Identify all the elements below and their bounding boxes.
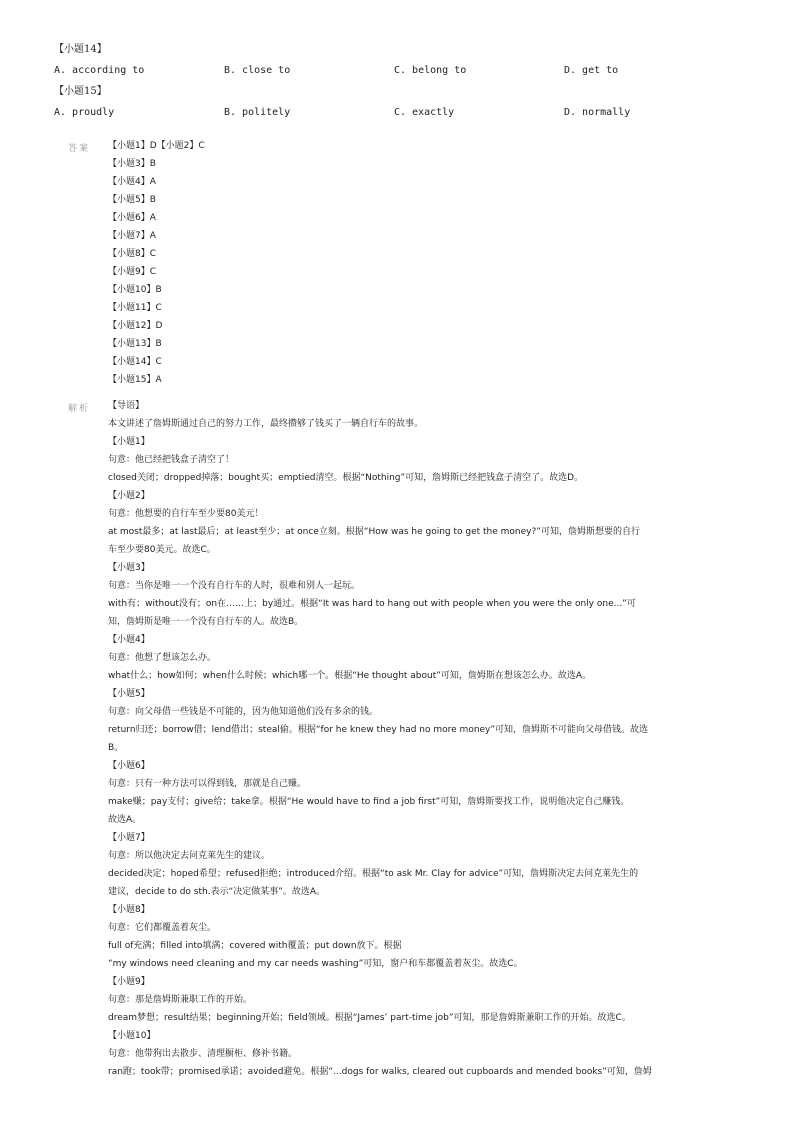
analysis-label: 解析: [68, 404, 91, 414]
analysis-line: decided决定；hoped希望；refused拒绝；introduced介绍。根据“to ask Mr. Clay for advice”可知，詹姆斯决定去问克莱先生的: [108, 869, 639, 879]
analysis-line: 句意：他已经把钱盒子清空了！: [108, 455, 235, 465]
analysis-line: 句意：所以他决定去问克莱先生的建议。: [108, 851, 271, 861]
option-row: [54, 60, 754, 81]
analysis-line: 句意：他带狗出去散步、清理橱柜、修补书籍。: [108, 1049, 298, 1059]
analysis-line: make赚；pay支付；give给；take拿。根据“He would have to find a job first”可知，詹姆斯要找工作，说明他决定自己赚钱。: [108, 797, 630, 807]
answer-label: 答案: [68, 144, 91, 154]
question-15: [54, 81, 754, 123]
answer-item: 【小题14】C: [108, 357, 162, 367]
answer-item: 【小题10】B: [108, 285, 162, 295]
option-c: C. belong to: [394, 65, 467, 76]
question-label: 【小题15】: [54, 86, 107, 97]
option-d: D. normally: [564, 107, 631, 118]
answer-item: 【小题13】B: [108, 339, 162, 349]
answer-item: 【小题11】C: [108, 303, 162, 313]
analysis-line: 本文讲述了詹姆斯通过自己的努力工作，最终攒够了钱买了一辆自行车的故事。: [108, 419, 424, 429]
option-a: A. according to: [54, 65, 145, 76]
analysis-line: 句意：向父母借一些钱是不可能的，因为他知道他们没有多余的钱。: [108, 707, 379, 717]
analysis-line: 建议，decide to do sth.表示“决定做某事”。故选A。: [108, 887, 326, 897]
answer-item: 【小题8】C: [108, 249, 157, 259]
option-a: A. proudly: [54, 107, 115, 118]
analysis-line: 知，詹姆斯是唯一一个没有自行车的人。故选B。: [108, 617, 304, 627]
option-row: [54, 102, 754, 123]
analysis-line: at most最多；at last最后；at least至少；at once立刻。根据“How was he going to get the money?”可知，詹姆斯想要的自行: [108, 527, 640, 537]
analysis-line: with有；without没有；on在……上；by通过。根据“It was hard to hang out with people when you were the only one...”可: [108, 599, 636, 609]
analysis-line: 句意：那是詹姆斯兼职工作的开始。: [108, 995, 253, 1005]
option-b: B. politely: [224, 107, 291, 118]
answer-item: 【小题1】D【小题2】C: [108, 141, 205, 151]
answer-item: 【小题5】B: [108, 195, 156, 205]
analysis-line: 【小题10】: [108, 1031, 156, 1041]
answer-list: [108, 137, 205, 389]
answer-item: 【小题3】B: [108, 159, 156, 169]
analysis-body: [108, 397, 728, 1081]
option-b: B. close to: [224, 65, 291, 76]
analysis-line: ran跑；took带；promised承诺；avoided避免。根据“...dogs for walks, cleared out cupboards and mended books”可知，詹姆: [108, 1067, 652, 1077]
analysis-line: 故选A。: [108, 815, 142, 825]
analysis-line: 【小题4】: [108, 635, 150, 645]
analysis-line: 【小题8】: [108, 905, 150, 915]
analysis-line: 句意：他想了想该怎么办。: [108, 653, 217, 663]
analysis-line: 句意：它们都覆盖着灰尘。: [108, 923, 217, 933]
analysis-line: return归还；borrow借；lend借出；steal偷。根据“for he knew they had no more money”可知，詹姆斯不可能向父母借钱。故选: [108, 725, 649, 735]
analysis-line: 句意：他想要的自行车至少要80美元！: [108, 509, 264, 519]
analysis-line: 句意：当你是唯一一个没有自行车的人时，很难和别人一起玩。: [108, 581, 361, 591]
analysis-line: 句意：只有一种方法可以得到钱，那就是自己赚。: [108, 779, 307, 789]
analysis-line: “my windows need cleaning and my car needs washing”可知，窗户和车都覆盖着灰尘。故选C。: [108, 959, 523, 969]
question-14: [54, 39, 754, 81]
analysis-line: 【导语】: [108, 401, 145, 411]
analysis-line: 【小题1】: [108, 437, 150, 447]
analysis-line: 【小题6】: [108, 761, 150, 771]
analysis-line: what什么；how如何；when什么时候；which哪一个。根据“He thought about”可知，詹姆斯在想该怎么办。故选A。: [108, 671, 592, 681]
answer-item: 【小题12】D: [108, 321, 163, 331]
analysis-line: 【小题9】: [108, 977, 150, 987]
analysis-line: full of充满；filled into填满；covered with覆盖；put down放下。根据: [108, 941, 402, 951]
answer-item: 【小题15】A: [108, 375, 162, 385]
answer-item: 【小题9】C: [108, 267, 157, 277]
analysis-line: 【小题3】: [108, 563, 150, 573]
analysis-line: closed关闭；dropped掉落；bought买；emptied清空。根据“Nothing”可知，詹姆斯已经把钱盒子清空了。故选D。: [108, 473, 584, 483]
answer-item: 【小题4】A: [108, 177, 156, 187]
answer-item: 【小题7】A: [108, 231, 156, 241]
analysis-line: 【小题7】: [108, 833, 150, 843]
analysis-line: 车至少要80美元。故选C。: [108, 545, 216, 555]
analysis-line: 【小题2】: [108, 491, 150, 501]
analysis-line: 【小题5】: [108, 689, 150, 699]
option-c: C. exactly: [394, 107, 455, 118]
question-label: 【小题14】: [54, 44, 107, 55]
analysis-line: dream梦想；result结果；beginning开始；field领域。根据“James’ part-time job”可知，那是詹姆斯兼职工作的开始。故选C。: [108, 1013, 631, 1023]
option-d: D. get to: [564, 65, 619, 76]
analysis-line: B。: [108, 743, 124, 753]
answer-item: 【小题6】A: [108, 213, 156, 223]
